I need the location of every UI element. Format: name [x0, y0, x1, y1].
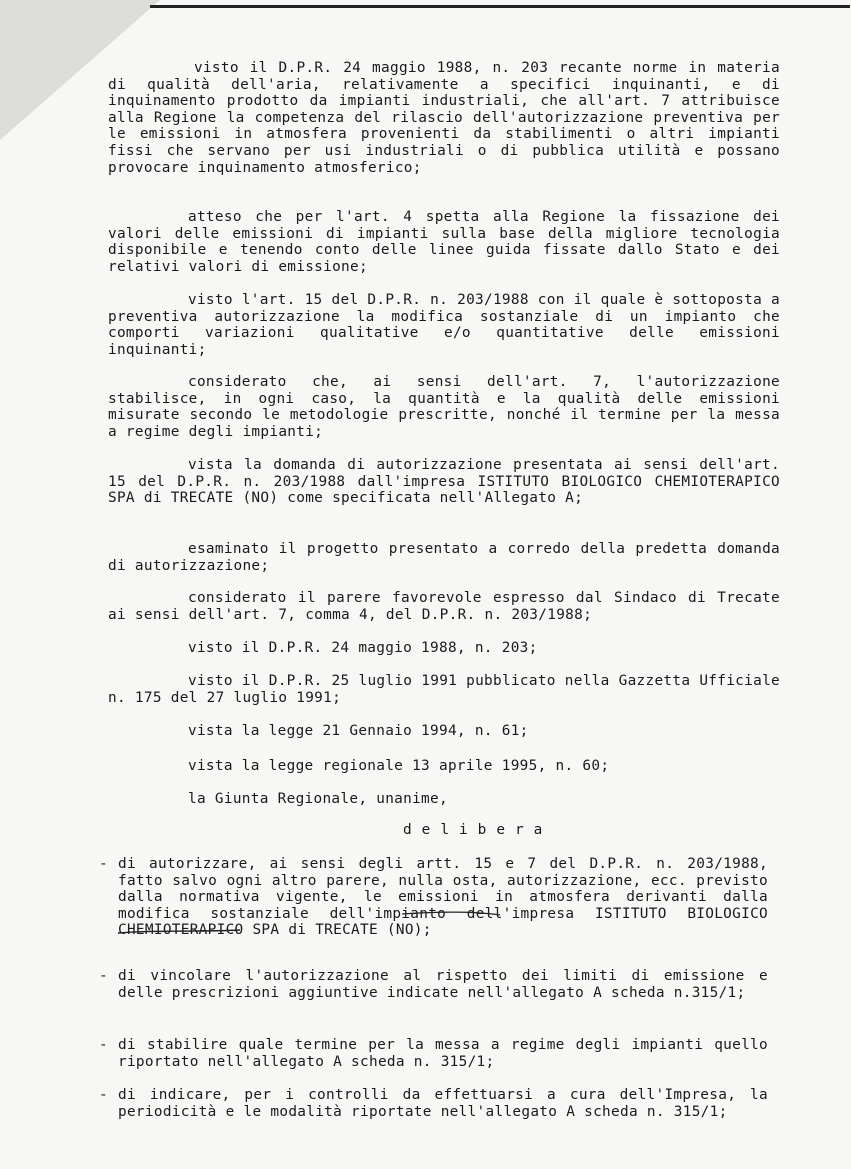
- heading-delibera: delibera: [403, 822, 553, 838]
- paragraph-vista-domanda: vista la domanda di autorizzazione presentata ai sensi dell'art. 15 del D.P.R. n. 203/1988 dall'impresa ISTITUTO BIOLOGICO CHEMIOTERAPICO SPA di TRECATE (NO) come specificata nell'Allegato A;: [108, 457, 780, 507]
- paragraph-visto-dpr-1988: visto il D.P.R. 24 maggio 1988, n. 203;: [188, 640, 538, 656]
- paragraph-legge-regionale-60: vista la legge regionale 13 aprile 1995, n. 60;: [188, 758, 610, 774]
- list-item-text: di indicare, per i controlli da effettuarsi a cura dell'Impresa, la periodicità e le modalità riportate nell'allegato A scheda n. 315/1;: [118, 1087, 768, 1120]
- list-dash: -: [99, 1037, 108, 1053]
- page-bottom-edge: [0, 1122, 851, 1169]
- paragraph-considerato-parere: considerato il parere favorevole espresso dal Sindaco di Trecate ai sensi dell'art. 7, comma 4, del D.P.R. n. 203/1988;: [108, 590, 780, 623]
- paragraph-giunta-regionale: la Giunta Regionale, unanime,: [188, 791, 448, 807]
- list-item-stabilire: [99, 1037, 768, 1070]
- list-item-indicare: [99, 1087, 768, 1120]
- list-item-text: di autorizzare, ai sensi degli artt. 15 e 7 del D.P.R. n. 203/1988, fatto salvo ogni altro parere, nulla osta, autorizzazione, ecc. previsto dalla normativa vigente, le emissioni in atmosfera derivanti dalla modifica sostanziale dell'impianto dell'impresa ISTITUTO BIOLOGICO CHEMIOTERAPICO SPA di TRECATE (NO);: [118, 856, 768, 939]
- list-dash: -: [99, 1087, 108, 1103]
- paragraph-legge-61: vista la legge 21 Gennaio 1994, n. 61;: [188, 723, 529, 739]
- paragraph-visto-dpr-1991: visto il D.P.R. 25 luglio 1991 pubblicato nella Gazzetta Ufficiale n. 175 del 27 luglio 1991;: [108, 673, 780, 706]
- paragraph-esaminato: esaminato il progetto presentato a corredo della predetta domanda di autorizzazione;: [108, 541, 780, 574]
- list-dash: -: [99, 856, 108, 872]
- paragraph-visto-dpr-203: visto il D.P.R. 24 maggio 1988, n. 203 recante norme in materia di qualità dell'aria, relativamente a specifici inquinanti, e di inquinamento prodotto da impianti industriali, che all'art. 7 attribuisce alla Regione la competenza del rilascio dell'autorizzazione preventiva per le emissioni in atmosfera provenienti da stabilimenti o altri impianti fissi che servano per usi industriali o di pubblica utilità e possano provocare inquinamento atmosferico;: [108, 60, 780, 176]
- list-item-text: di stabilire quale termine per la messa a regime degli impianti quello riportato nell'allegato A scheda n. 315/1;: [118, 1037, 768, 1070]
- list-dash: -: [99, 968, 108, 984]
- paragraph-considerato-art-7: considerato che, ai sensi dell'art. 7, l'autorizzazione stabilisce, in ogni caso, la quantità e la qualità delle emissioni misurate secondo le metodologie prescritte, nonché il termine per la messa a regime degli impianti;: [108, 374, 780, 440]
- paragraph-visto-art-15: visto l'art. 15 del D.P.R. n. 203/1988 con il quale è sottoposta a preventiva autorizzazione la modifica sostanziale di un impianto che comporti variazioni qualitative e/o quantitative delle emissioni inquinanti;: [108, 292, 780, 358]
- handwritten-underline: [112, 908, 512, 938]
- list-item-text: di vincolare l'autorizzazione al rispetto dei limiti di emissione e delle prescrizioni aggiuntive indicate nell'allegato A scheda n.315/1;: [118, 968, 768, 1001]
- paragraph-atteso: atteso che per l'art. 4 spetta alla Regione la fissazione dei valori delle emissioni di impianti sulla base della migliore tecnologia disponibile e tenendo conto delle linee guida fissate dallo Stato e dei relativi valori di emissione;: [108, 209, 780, 275]
- list-item-vincolare: [99, 968, 768, 1001]
